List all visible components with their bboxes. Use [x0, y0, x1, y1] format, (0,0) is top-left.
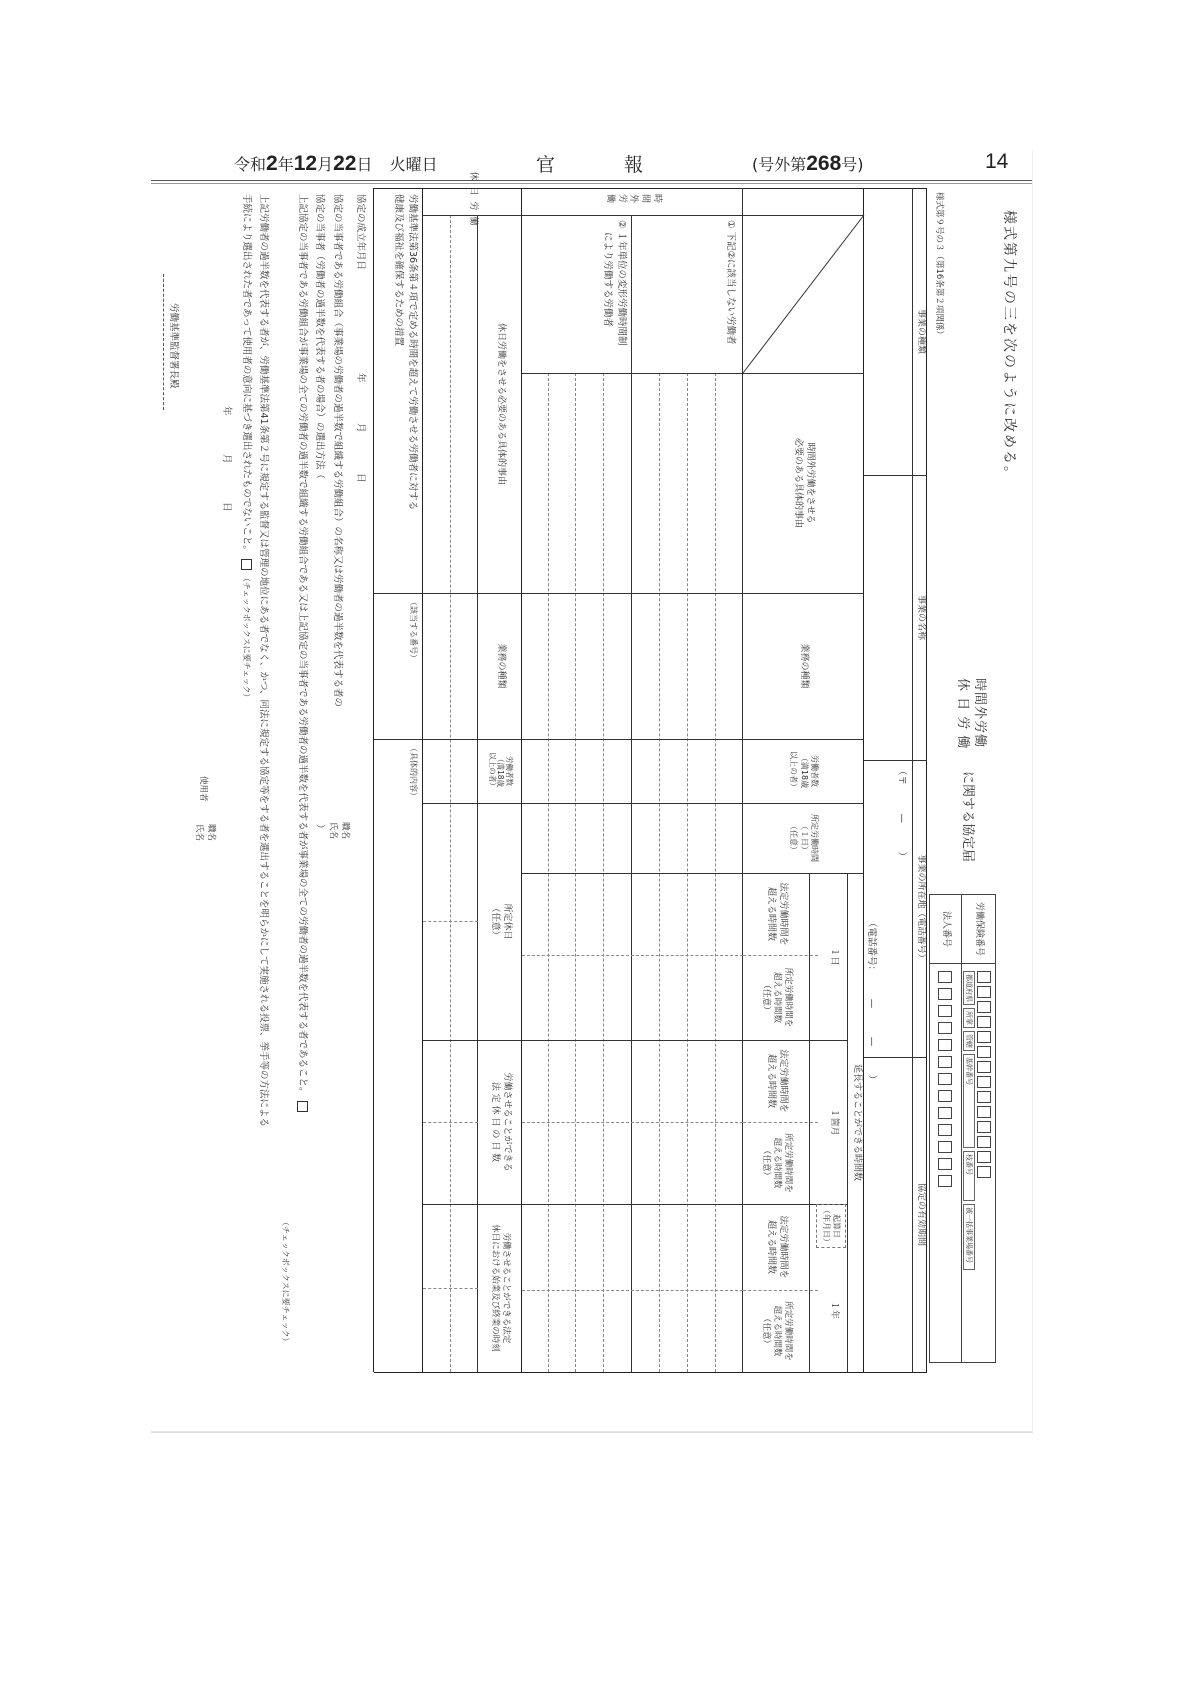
day-unit: 日 — [356, 155, 373, 174]
insurance-sub-label: 基幹番号 — [963, 1054, 975, 1148]
holiday-group-label: 休日労働 — [468, 171, 479, 232]
table-line — [423, 1122, 478, 1123]
holiday-work-type-header: 業務の種類 — [495, 643, 506, 689]
selection-method-line: 協定の当事者（労働者の過半数を代表する者の場合）の選出方法（ — [314, 194, 325, 480]
corporate-number-label: 法人番号 — [941, 910, 952, 947]
election-check-line1: 上記労働者の過半数を代表する者が、労働基準法第41条第２号に規定する監督又は管理の地位にある者でなく、かつ、同法に規定する協定等をする者を選出することを明らかにして実施される投票、挙手等の方法による — [258, 194, 269, 1128]
legal-holiday-days-header: 労働させることができる 法 定 休 日 の 日 数 — [490, 1072, 512, 1172]
agreement-year: 年 — [355, 373, 366, 383]
row2-line1: ② １年単位の変形労働時間制 — [616, 220, 627, 346]
day: 22 — [333, 152, 357, 175]
agreement-day: 日 — [355, 473, 366, 483]
overtime-work-type-header: 業務の種類 — [799, 643, 810, 689]
month-unit: 月 — [317, 155, 334, 174]
insurance-sub-label: 所掌 — [963, 1008, 975, 1028]
submission-year: 年 — [221, 406, 232, 416]
employer-label: 使用者 — [198, 776, 208, 802]
issue-number-value: 268 — [806, 152, 842, 175]
election-check-note: （チェックボックスに要チェック） — [242, 573, 251, 702]
month-scheduled-over-header: 所定労働時間を 超える時間数 （任意） — [760, 1133, 794, 1193]
majority-check-line — [297, 194, 311, 1116]
insurance-sub-label: 都道府県 — [963, 971, 975, 1005]
rotated-form — [150, 171, 1030, 1372]
agreement-month: 月 — [355, 423, 366, 433]
year-unit: 年 — [277, 155, 294, 174]
gazette-title-2: 報 — [624, 154, 644, 176]
table-line — [522, 803, 743, 804]
issue-number — [752, 152, 864, 176]
title-holiday: 休 日 労 働 — [955, 678, 970, 750]
table-line — [522, 215, 743, 216]
union-name-line: 協定の当事者である労働組合（事業場の労働者の過半数で組織する労働組合）の名称又は労働者の過半数を代表する者の — [332, 194, 343, 708]
majority-check-note: （チェックボックスに要チェック） — [281, 1218, 290, 1346]
label-business-location: 事業の所在地（電話番号） — [915, 854, 926, 963]
addressee: 労働基準監督署長殿 — [168, 303, 179, 389]
holiday-reason-header: 休日労働をさせる必要のある具体的事由 — [495, 322, 506, 485]
gazette-title-1: 官 — [536, 154, 556, 176]
header-rule — [151, 180, 1032, 184]
table-line — [522, 373, 743, 374]
election-checkbox[interactable] — [241, 559, 252, 570]
table-line — [522, 739, 743, 740]
health-number-hint: （該当する番号） — [409, 598, 418, 662]
table-line — [522, 955, 743, 956]
extendable-hours-header: 延長することができる時間数 — [851, 1063, 862, 1181]
table-line — [631, 215, 632, 1372]
era: 令和 — [234, 155, 267, 174]
gazette-date — [234, 152, 438, 176]
overtime-group-label: 時間外労働 — [604, 194, 662, 210]
table-line — [522, 593, 743, 594]
submission-day: 日 — [221, 502, 232, 512]
table-line — [743, 215, 864, 216]
health-measures-label: 労働基準法第36条第４項で定める時間を超えて労働させる労働者に対する 健康及び福祉を確保するための措置 — [393, 194, 418, 511]
agreement-date-label: 協定の成立年月日 — [355, 194, 366, 271]
table-line — [374, 1372, 927, 1373]
phone-field: （電話番号： — — ） — [866, 918, 877, 1085]
scheduled-hours-header: 所定労働時間 （１日） （任意） — [789, 814, 820, 862]
health-detail-hint: （具体的内容） — [409, 744, 418, 800]
form-title-suffix: に関する協定届 — [960, 771, 975, 863]
row2-line2: により労働する労働者 — [602, 232, 613, 328]
election-check-text: 手続により選出された者であって使用者の意向に基づき選出されたものでないこと。 — [241, 194, 252, 555]
union-title-label: 職名 — [340, 822, 350, 840]
page-bottom-rule — [151, 1431, 1032, 1432]
submission-month: 月 — [221, 454, 232, 464]
issue-prefix: (号外第 — [752, 155, 807, 174]
table-line — [423, 1288, 478, 1289]
row-variable-hours-workers — [600, 220, 628, 346]
title-overtime: 時間外労働 — [972, 678, 987, 749]
table-line — [374, 739, 423, 740]
table-line — [423, 921, 478, 922]
table-line — [522, 873, 743, 874]
per-day-header: １日 — [828, 947, 839, 966]
month-legal-over-header: 法定労働時間を 超える時間数 — [766, 1049, 789, 1113]
legal-holiday-times-header: 労働させることができる法定 休日における始業及び終業の時刻 — [490, 1224, 512, 1352]
majority-check-text: 上記協定の当事者である労働組合が事業場の全ての労働者の過半数で組織する労働組合である又は上記協定の当事者である労働者の過半数を代表する者が事業場の全ての労働者の過半数を代表する者であること。 — [297, 194, 308, 1097]
form-number: 様式第９号の３（第16条第２項関係） — [934, 192, 944, 339]
holiday-workers-header: 労働者数 （満18歳 以上の者） — [487, 752, 514, 790]
table-line — [522, 1290, 743, 1291]
issue-suffix: 号) — [841, 155, 864, 174]
day-legal-over-header: 法定労働時間を 超える時間数 — [766, 882, 789, 946]
overtime-reason-header: 時間外労働をさせる 必要のある具体的事由 — [793, 437, 816, 528]
table-line — [522, 1122, 743, 1123]
election-check-line2 — [241, 194, 255, 701]
table-line — [522, 1204, 743, 1205]
insurance-sub-label: 枝番号 — [963, 1151, 975, 1201]
label-validity-period: 協定の有効期間 — [915, 1182, 926, 1246]
table-line — [374, 593, 423, 594]
label-business-type: 事業の種類 — [915, 308, 926, 354]
scheduled-holidays-header: 所定休日 （任意） — [490, 903, 512, 940]
majority-checkbox[interactable] — [297, 1101, 308, 1112]
table-line — [450, 215, 451, 1372]
table-line — [422, 188, 423, 1372]
day-scheduled-over-header: 所定労働時間を 超える時間数 （任意） — [760, 967, 794, 1028]
year-scheduled-over-header: 所定労働時間を 超える時間数 （任意） — [760, 1301, 794, 1361]
postal-code-field: （〒 — ） — [896, 766, 907, 862]
employer-name-label: 氏名 — [194, 824, 204, 842]
row-general-workers: ① 下記②に該当しない労働者 — [725, 220, 736, 345]
employer-title-label: 職名 — [206, 824, 216, 842]
insurance-sub-label: 被一括事業場番号 — [963, 1204, 975, 1270]
month: 12 — [293, 152, 318, 175]
intro-text: 様式第九号の三を次のように改める。 — [1001, 210, 1017, 482]
weekday: 火曜日 — [389, 155, 438, 174]
per-month-header: １箇月 — [828, 1108, 839, 1136]
year: 2 — [266, 152, 278, 175]
label-business-name: 事業の名称 — [915, 594, 926, 640]
table-line — [522, 1040, 743, 1041]
page-number: 14 — [985, 150, 1009, 173]
start-date-header: 起算日 （年月日） — [816, 1204, 846, 1248]
union-name-label: 氏名 — [328, 822, 338, 840]
per-year-header: １年 — [828, 1300, 839, 1319]
table-line — [373, 188, 374, 1372]
selection-method-close: ） — [314, 824, 325, 834]
overtime-workers-header: 労働者数 （満18歳 以上の者） — [789, 751, 820, 791]
office-name-blank — [163, 274, 164, 410]
year-legal-over-header: 法定労働時間を 超える時間数 — [766, 1215, 789, 1279]
insurance-sub-label: 管轄 — [963, 1031, 975, 1051]
insurance-number-label: 労働保険番号 — [974, 901, 985, 956]
